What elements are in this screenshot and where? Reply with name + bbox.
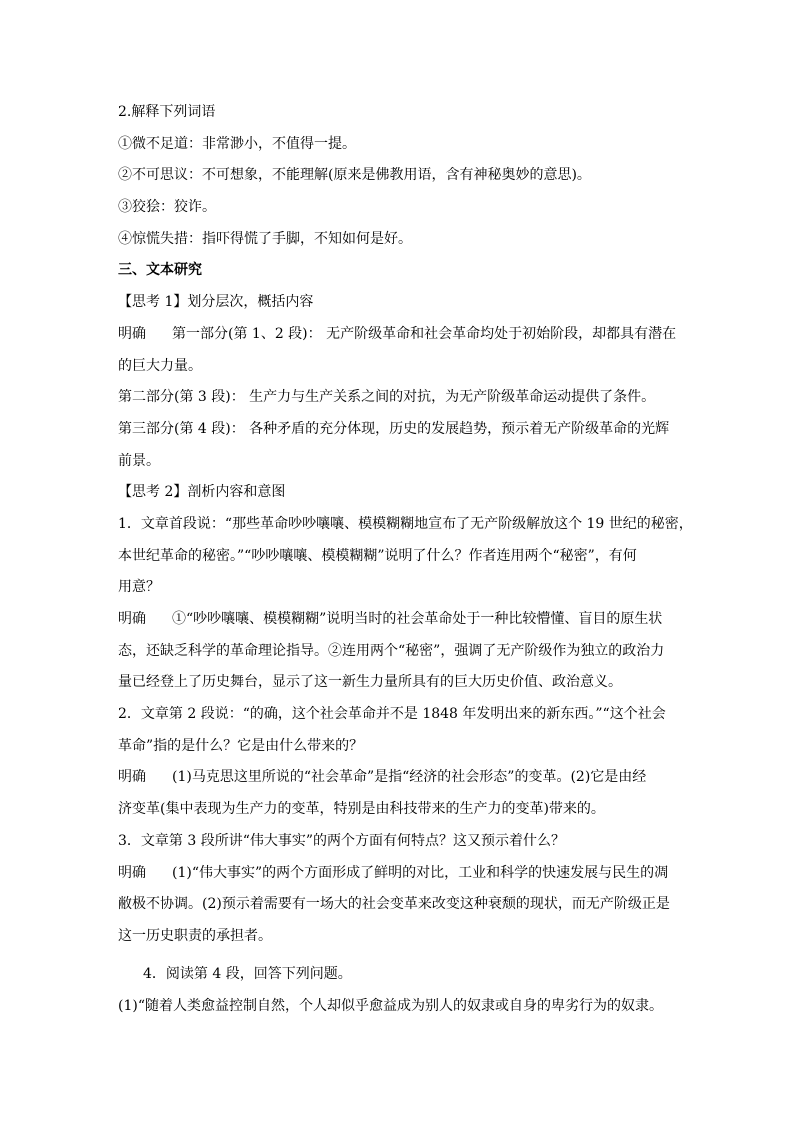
answer-1-line: 态，还缺乏科学的革命理论指导。②连用两个“秘密”，强调了无产阶级作为独立的政治力 (118, 642, 665, 659)
answer-label: 明确 (118, 864, 146, 881)
answer-label: 明确 (118, 769, 146, 786)
term-item: ③狡狯：狡诈。 (118, 199, 216, 216)
answer-text: (1)“伟大事实”的两个方面形成了鲜明的对比，工业和科学的快速发展与民生的凋 (172, 864, 669, 881)
think-1-answer-line: 前景。 (118, 452, 160, 469)
answer-label: 明确 (118, 325, 146, 342)
question-4-heading: 4．阅读第 4 段，回答下列问题。 (143, 965, 352, 982)
question-1-line: 用意？ (118, 579, 160, 596)
answer-1-line: 量已经登上了历史舞台，显示了这一新生力量所具有的巨大历史价值、政治意义。 (118, 674, 622, 691)
question-2-line: 革命”指的是什么？它是由什么带来的？ (118, 737, 364, 754)
document-page (118, 100, 693, 1025)
term-item: ④惊慌失措：指吓得慌了手脚，不知如何是好。 (118, 230, 412, 247)
answer-1-line (118, 607, 678, 631)
answer-text: (1)马克思这里所说的“社会革命”是指“经济的社会形态”的变革。(2)它是由经 (172, 769, 647, 786)
question-1-line: 本世纪革命的秘密。”“吵吵嚷嚷、模模糊糊”说明了什么？作者连用两个“秘密”，有何 (118, 547, 637, 564)
answer-label: 明确 (118, 611, 146, 627)
answer-2-line (118, 765, 678, 789)
answer-3-line (118, 861, 678, 885)
answer-text: 第一部分(第 1、2 段)： 无产阶级革命和社会革命均处于初始阶段，却都具有潜在 (172, 325, 677, 342)
answer-3-line: 这一历史职责的承担者。 (118, 927, 272, 944)
answer-text: ①“吵吵嚷嚷、模模糊糊”说明当时的社会革命处于一种比较懵懂、盲目的原生状 (172, 611, 663, 627)
question-3-line: 3．文章第 3 段所讲“伟大事实”的两个方面有何特点？这又预示着什么？ (118, 832, 566, 849)
think-2-title: 【思考 2】剖析内容和意图 (118, 484, 286, 501)
think-1-answer-line: 的巨大力量。 (118, 357, 202, 374)
question-1-line: 1．文章首段说：“那些革命吵吵嚷嚷、模模糊糊地宣布了无产阶级解放这个 19 世纪的秘密， (118, 515, 693, 532)
question-4-1-line: (1)“随着人类愈益控制自然，个人却似乎愈益成为别人的奴隶或自身的卑劣行为的奴隶。 (118, 997, 663, 1014)
question-2-line: 2．文章第 2 段说：“的确，这个社会革命并不是 1848 年发明出来的新东西。”“这个社会 (118, 706, 666, 723)
section-2-heading: 2.解释下列词语 (118, 104, 216, 120)
term-item: ②不可思议：不可想象，不能理解(原来是佛教用语，含有神秘奥妙的意思)。 (118, 167, 591, 184)
think-1-title: 【思考 1】划分层次，概括内容 (118, 294, 314, 311)
think-1-answer-line: 第二部分(第 3 段)： 生产力与生产关系之间的对抗，为无产阶级革命运动提供了条件。 (118, 389, 656, 406)
term-item: ①微不足道：非常渺小，不值得一提。 (118, 135, 356, 152)
answer-2-line: 济变革(集中表现为生产力的变革，特别是由科技带来的生产力的变革)带来的。 (118, 801, 605, 818)
think-1-answer-line (118, 322, 678, 346)
answer-3-line: 敝极不协调。(2)预示着需要有一场大的社会变革来改变这种衰颓的现状，而无产阶级正是 (118, 896, 670, 913)
section-3-heading: 三、文本研究 (118, 262, 202, 279)
think-1-answer-line: 第三部分(第 4 段)： 各种矛盾的充分体现，历史的发展趋势，预示着无产阶级革命的光辉 (118, 420, 670, 437)
